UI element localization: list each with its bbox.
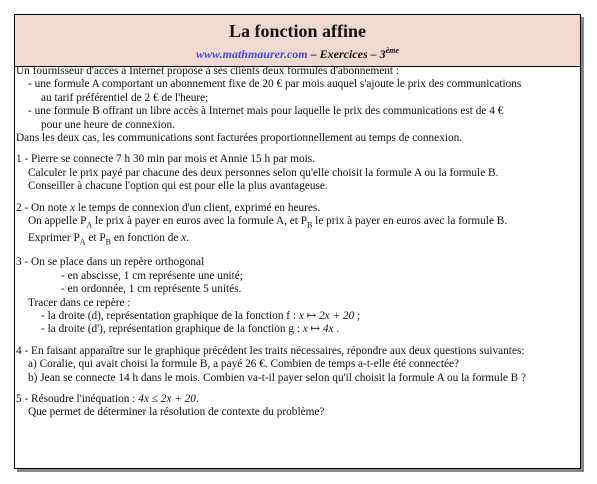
q4-line1: 4 - En faisant apparaître sur le graphique précédent les traits nécessaires, répondre aux deux questions suivantes: [16, 344, 525, 357]
q5-line2: Que permet de déterminer la résolution de contexte du problème? [28, 406, 325, 419]
q1-line2: Calculer le prix payé par chacune des deux personnes selon qu'elle choisit la formule A ou la formule B. [28, 166, 499, 179]
intro-formula-b: - une formule B offrant un libre accès à Internet mais pour laquelle le prix des communications est de 4 € [28, 105, 504, 118]
subtitle-text: – Exercices – 3 [307, 47, 386, 61]
subtitle [15, 44, 580, 61]
q3-abscissa: - en abscisse, 1 cm représente une unité; [61, 269, 243, 282]
header-banner [15, 15, 580, 67]
q4-part-b: b) Jean se connecte 14 h dans le mois. Combien va-t-il payer selon qu'il choisit la formule A ou la formule B ? [28, 371, 527, 384]
intro-formula-a-cont: au tarif préférentiel de 2 € de l'heure; [41, 91, 209, 104]
intro-end: Dans les deux cas, les communications sont facturées proportionnellement au temps de connexion. [16, 132, 463, 145]
q2-line3: Exprimer $P_A$ et $P_B$ en fonction de x. [28, 231, 190, 246]
q5-line1: 5 - Résoudre l'inéquation : 4x ≤ 2x + 20. [16, 393, 199, 406]
q4-part-a: a) Coralie, qui avait choisi la formule B, a payé 26 €. Combien de temps a-t-elle été connectée? [28, 358, 460, 371]
q3-line-d-prime: - la droite (d'), représentation graphique de la fonction g : x ↦ 4x . [41, 323, 340, 336]
intro-lead: Un fournisseur d'accès à Internet propose à ses clients deux formules d'abonnement : [16, 65, 400, 77]
site-link[interactable]: www.mathmaurer.com [196, 47, 308, 61]
q2-line2: On appelle $P_A$ le prix à payer en euros avec la formule A, et $P_B$ le prix à payer en euros avec la formule B. [28, 215, 508, 230]
q1-line3: Conseiller à chacune l'option qui est pour elle la plus avantageuse. [28, 180, 328, 193]
q3-instruction: Tracer dans ce repère : [28, 296, 131, 309]
subtitle-sup: ème [385, 46, 399, 55]
exercise-body [16, 65, 561, 420]
q3-ordinate: - en ordonnée, 1 cm représente 5 unités. [61, 283, 242, 296]
intro-formula-a: - une formule A comportant un abonnement fixe de 20 € par mois auquel s'ajoute le prix des communications [28, 78, 522, 91]
intro-formula-b-cont: pour une heure de connexion. [41, 118, 175, 131]
q3-line-d: - la droite (d), représentation graphique de la fonction f : x ↦ 2x + 20 ; [41, 310, 361, 322]
q3-line1: 3 - On se place dans un repère orthogonal [16, 256, 205, 269]
page-title: La fonction affine [229, 21, 366, 41]
q2-line1: 2 - On note x le temps de connexion d'un client, exprimé en heures. [16, 201, 321, 214]
q1-line1: 1 - Pierre se connecte 7 h 30 min par mois et Annie 15 h par mois. [16, 153, 315, 166]
